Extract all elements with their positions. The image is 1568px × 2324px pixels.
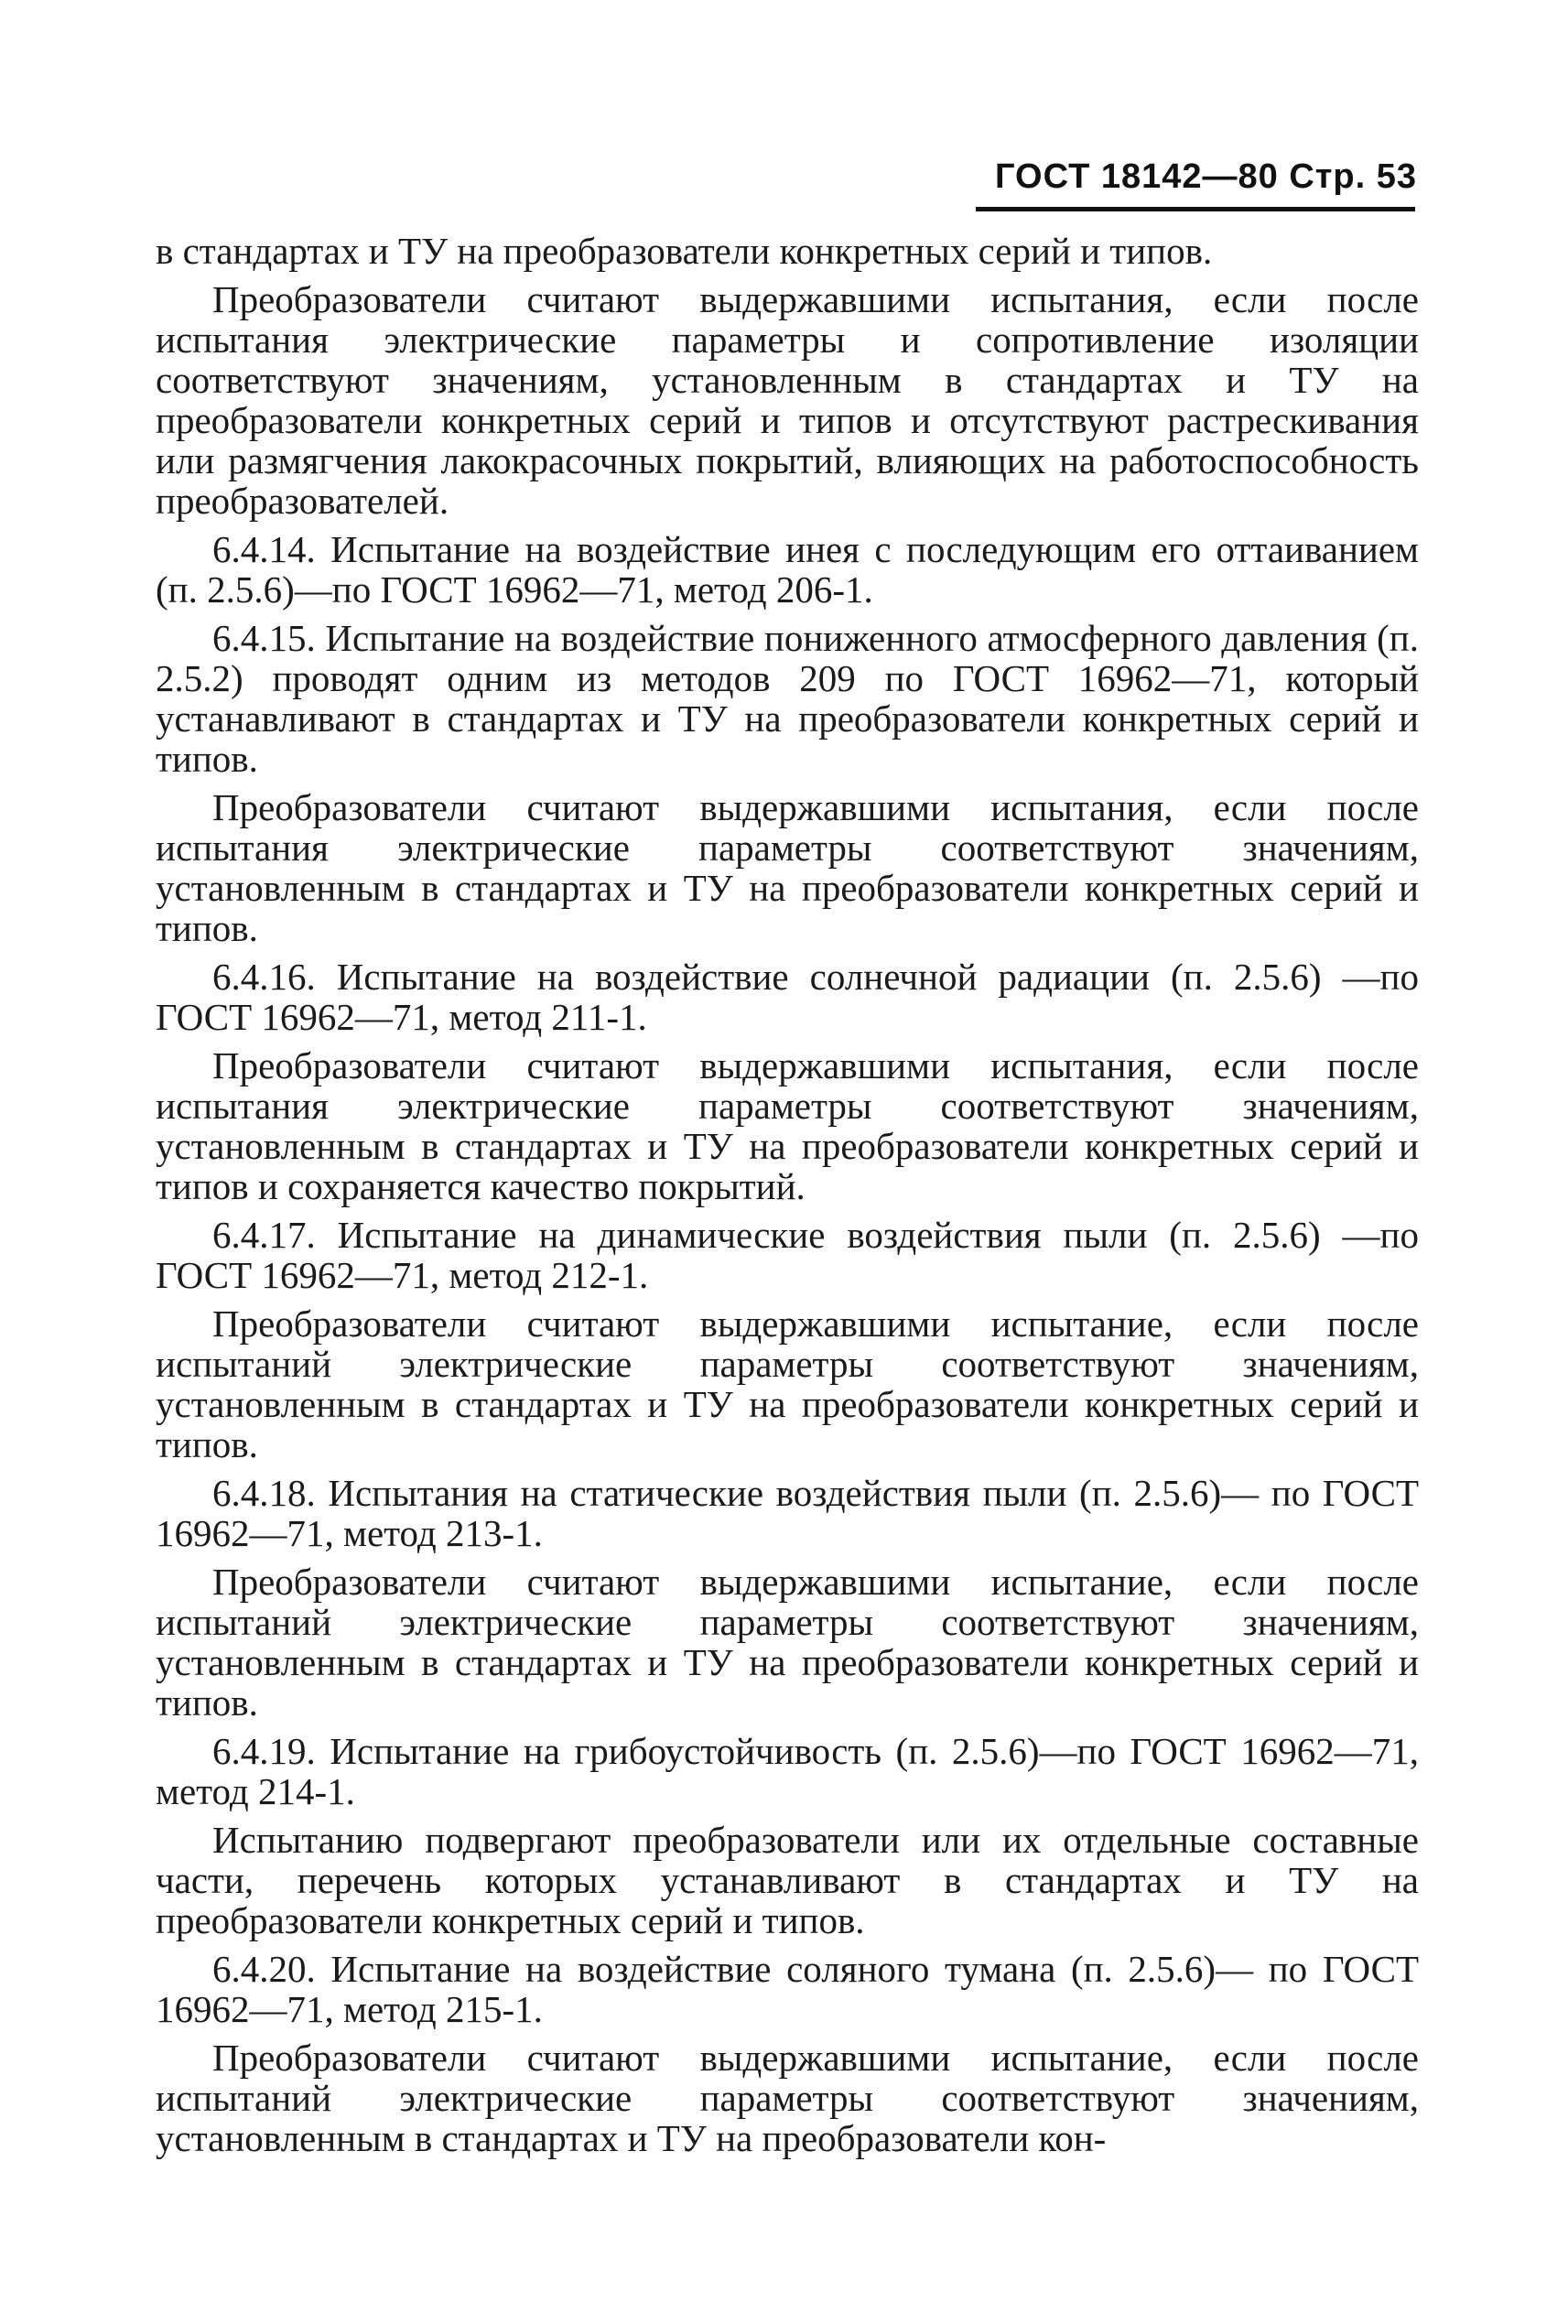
paragraph: 6.4.19. Испытание на грибоустойчивость (п. 2.5.6)—по ГОСТ 16962—71, метод 214-1. (156, 1730, 1419, 1812)
paragraph: 6.4.16. Испытание на воздействие солнечной радиации (п. 2.5.6) —по ГОСТ 16962—71, метод 211-1. (156, 956, 1419, 1038)
header-rule (976, 207, 1415, 211)
paragraph: Преобразователи считают выдержавшими испытание, если после испытаний электрические параметры соответствуют значениям, установленным в стандартах и ТУ на преобразователи конкретных серий и типов. (156, 1561, 1419, 1724)
paragraph: Преобразователи считают выдержавшими испытание, если после испытаний электрические параметры соответствуют значениям, установленным в стандартах и ТУ на преобразователи конкретных серий и типов. (156, 1303, 1419, 1465)
page-header: ГОСТ 18142—80 Стр. 53 (994, 157, 1417, 196)
paragraph: Преобразователи считают выдержавшими испытания, если после испытания электрические параметры и сопротивление изоляции соответствуют значениям, установленным в стандартах и ТУ на преобразователи конкретных серий и типов и отсутствуют растрескивания или размягчения лакокрасочных покрытий, влияющих на работоспособность преобразователей. (156, 278, 1419, 522)
paragraph: Преобразователи считают выдержавшими испытание, если после испытаний электрические параметры соответствуют значениям, установленным в стандартах и ТУ на преобразователи кон- (156, 2037, 1419, 2159)
body-text (156, 231, 1419, 2167)
paragraph: 6.4.15. Испытание на воздействие пониженного атмосферного давления (п. 2.5.2) проводят одним из методов 209 по ГОСТ 16962—71, который устанавливают в стандартах и ТУ на преобразователи конкретных серий и типов. (156, 617, 1419, 780)
paragraph: Преобразователи считают выдержавшими испытания, если после испытания электрические параметры соответствуют значениям, установленным в стандартах и ТУ на преобразователи конкретных серий и типов и сохраняется качество покрытий. (156, 1044, 1419, 1207)
paragraph: 6.4.17. Испытание на динамические воздействия пыли (п. 2.5.6) —по ГОСТ 16962—71, метод 212-1. (156, 1214, 1419, 1296)
paragraph: Испытанию подвергают преобразователи или их отдельные составные части, перечень которых устанавливают в стандартах и ТУ на преобразователи конкретных серий и типов. (156, 1819, 1419, 1941)
paragraph: в стандартах и ТУ на преобразователи конкретных серий и типов. (156, 230, 1213, 272)
paragraph: 6.4.20. Испытание на воздействие соляного тумана (п. 2.5.6)— по ГОСТ 16962—71, метод 215-1. (156, 1948, 1419, 2030)
paragraph: 6.4.18. Испытания на статические воздействия пыли (п. 2.5.6)— по ГОСТ 16962—71, метод 213-1. (156, 1472, 1419, 1554)
paragraph: 6.4.14. Испытание на воздействие инея с последующим его оттаиванием (п. 2.5.6)—по ГОСТ 16962—71, метод 206-1. (156, 528, 1419, 611)
paragraph: Преобразователи считают выдержавшими испытания, если после испытания электрические параметры соответствуют значениям, установленным в стандартах и ТУ на преобразователи конкретных серий и типов. (156, 786, 1419, 949)
